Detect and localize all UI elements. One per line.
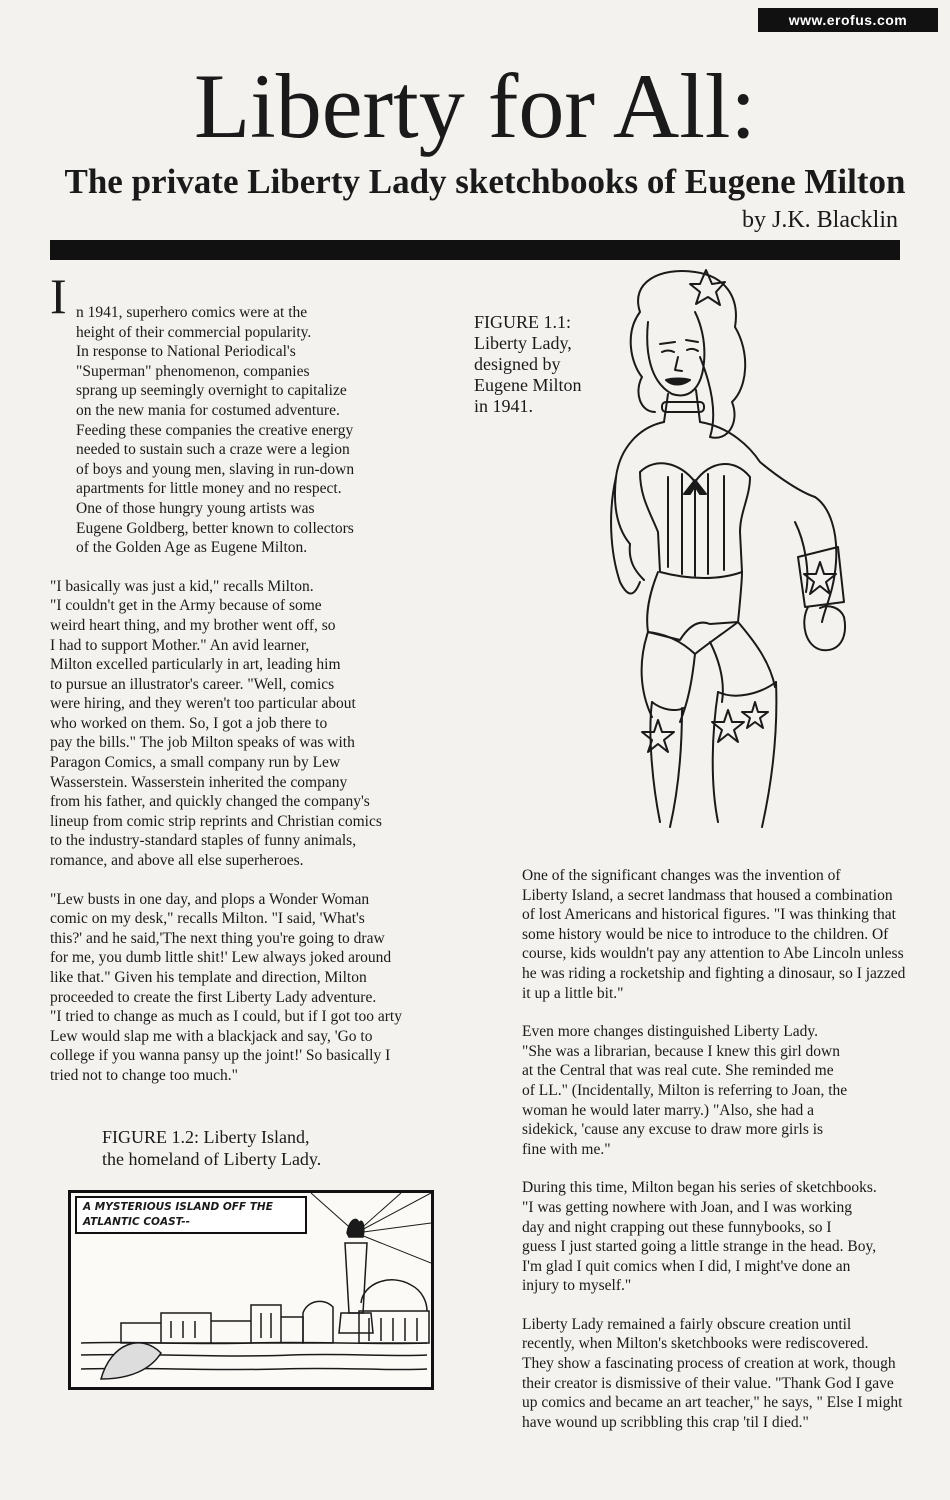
paragraph: Even more changes distinguished Liberty Lady. "She was a librarian, because I knew this girl down at the Central that was real cute. She reminded me of LL." (Incidentally, Milton is referring to Joan, the woman he would later marry.) "Also, she had a sidekick, 'cause any excuse to draw more girls is fine with me." — [522, 1023, 848, 1158]
liberty-lady-illustration — [600, 262, 930, 872]
page-title: Liberty for All: — [193, 55, 757, 157]
liberty-island-panel — [68, 1190, 434, 1390]
sea-creature — [101, 1343, 161, 1379]
paragraph: During this time, Milton began his series of sketchbooks. "I was getting nowhere with Joan, and I was working day and night crapping out these funnybooks, so I guess I just started going a little strange in the head. Boy, I'm glad I quit comics when I did, I might've done an injury to myself." — [522, 1179, 877, 1295]
city-skyline — [121, 1305, 303, 1343]
drop-cap: I — [50, 268, 67, 324]
figure-2-caption: FIGURE 1.2: Liberty Island, the homeland of Liberty Lady. — [102, 1127, 322, 1169]
tiara-star — [690, 270, 725, 305]
right-column — [522, 866, 930, 1451]
boots — [650, 682, 776, 827]
torso-outline — [615, 422, 815, 544]
watermark: www.erofus.com — [758, 8, 938, 32]
torch-tower — [345, 1243, 367, 1313]
paragraph: One of the significant changes was the invention of Liberty Island, a secret landmass that housed a combination of lost Americans and historical figures. "I was thinking that some history would be nice to introduce to the children. Of course, kids wouldn't pay any attention to Abe Lincoln unless he was riding a rocketship and fighting a dinosaur, so I jazzed it up a little bit." — [522, 867, 906, 1002]
figure-1-caption: FIGURE 1.1: Liberty Lady, designed by Eugene Milton in 1941. — [474, 312, 582, 416]
title-rule — [50, 240, 900, 260]
paragraph: Liberty Lady remained a fairly obscure creation until recently, when Milton's sketchbooks were rediscovered. They show a fascinating process of creation at work, though their creator is dismissive of their value. "Thank God I gave up comics and became an art teacher," he says, " Else I might have wound up scribbling this crap 'til I died." — [522, 1315, 903, 1431]
panel-caption-box: A MYSTERIOUS ISLAND OFF THE ATLANTIC COAST-- — [75, 1196, 307, 1234]
left-column — [50, 268, 460, 1105]
paragraph: "I basically was just a kid," recalls Milton. "I couldn't get in the Army because of some weird heart thing, and my brother went off, so I had to support Mother." An avid learner, Milton excelled particularly in art, leading him to pursue an illustrator's career. "Well, comics were hiring, and they weren't too particular about who worked on them. So, I got a job there to pay the bills." The job Milton speaks of was with Paragon Comics, a small company run by Lew Wasserstein. Wasserstein inherited the company from his father, and quickly changed the company's lineup from comic strip reprints and Christian comics to the industry-standard staples of funny animals, romance, and above all else superheroes. — [50, 577, 382, 870]
intro-paragraph-wrap — [50, 268, 460, 558]
page-subtitle: The private Liberty Lady sketchbooks of Eugene Milton — [64, 162, 906, 201]
paragraph: "Lew busts in one day, and plops a Wonder Woman comic on my desk," recalls Milton. "I said, 'What's this?' and he said,'The next thing you're going to draw for me, you dumb little shit!' Lew always joked around like that." Given his template and direction, Milton proceeded to create the first Liberty Lady adventure. "I tried to change as much as I could, but if I got too arty Lew would slap me with a blackjack and say, 'Go to college if you wanna pansy up the joint!' So basically I tried not to change too much." — [50, 890, 402, 1084]
byline: by J.K. Blacklin — [742, 207, 898, 233]
paragraph: n 1941, superhero comics were at the height of their commercial popularity. In response to National Periodical's "Superman" phenomenon, companies sprang up seemingly overnight to capitalize on the new mania for costumed adventure. Feeding these companies the creative energy needed to sustain such a craze were a legion of boys and young men, slaving in run-down apartments for little money and no respect. One of those hungry young artists was Eugene Goldberg, better known to collectors of the Golden Age as Eugene Milton. — [76, 304, 355, 557]
dome-building — [361, 1280, 427, 1311]
